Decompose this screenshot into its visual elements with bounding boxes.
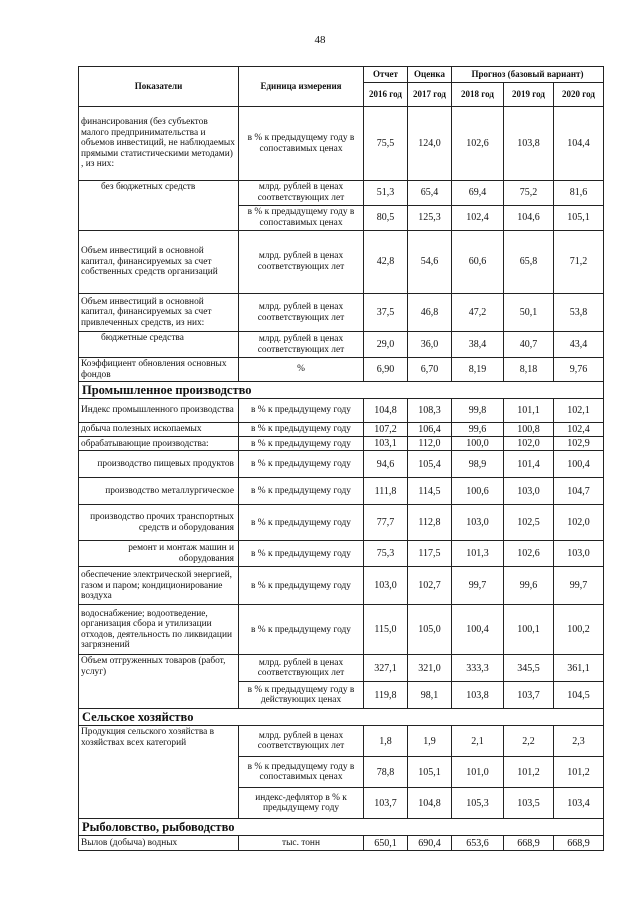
indicator-cell: Объем инвестиций в основной капитал, финансируемых за счет привлеченных средств, из них: [79, 294, 239, 332]
value-cell: 75,3 [364, 541, 408, 567]
value-cell: 103,4 [554, 788, 604, 819]
value-cell: 112,8 [408, 505, 452, 541]
indicator-cell: бюджетные средства [79, 332, 239, 358]
value-cell: 100,2 [554, 605, 604, 655]
value-cell: 99,7 [452, 567, 504, 605]
value-cell: 77,7 [364, 505, 408, 541]
value-cell: 65,8 [504, 231, 554, 294]
unit-cell: в % к предыдущему году [239, 399, 364, 423]
value-cell: 100,0 [452, 437, 504, 451]
table-row [79, 358, 604, 382]
value-cell: 29,0 [364, 332, 408, 358]
unit-cell: в % к предыдущему году в сопоставимых ценах [239, 757, 364, 788]
value-cell: 104,7 [554, 478, 604, 505]
header-forecast: Прогноз (базовый вариант) [452, 67, 604, 83]
table-row [79, 107, 604, 181]
value-cell: 104,8 [364, 399, 408, 423]
indicator-cell: Индекс промышленного производства [79, 399, 239, 423]
table-row [79, 505, 604, 541]
table-row [79, 231, 604, 294]
value-cell: 8,19 [452, 358, 504, 382]
value-cell: 668,9 [554, 836, 604, 851]
unit-cell: млрд. рублей в ценах соответствующих лет [239, 655, 364, 682]
value-cell: 50,1 [504, 294, 554, 332]
table-row [79, 655, 604, 682]
value-cell: 653,6 [452, 836, 504, 851]
value-cell: 103,5 [504, 788, 554, 819]
value-cell: 105,1 [408, 757, 452, 788]
value-cell: 102,0 [504, 437, 554, 451]
value-cell: 103,0 [364, 567, 408, 605]
unit-cell: млрд. рублей в ценах соответствующих лет [239, 726, 364, 757]
value-cell: 104,5 [554, 682, 604, 709]
value-cell: 38,4 [452, 332, 504, 358]
indicators-table [78, 66, 604, 851]
unit-cell: в % к предыдущему году [239, 451, 364, 478]
value-cell: 101,2 [504, 757, 554, 788]
header-year: 2019 год [504, 83, 554, 107]
value-cell: 119,8 [364, 682, 408, 709]
value-cell: 51,3 [364, 181, 408, 206]
value-cell: 333,3 [452, 655, 504, 682]
value-cell: 99,6 [452, 423, 504, 437]
value-cell: 101,4 [504, 451, 554, 478]
section-row [79, 382, 604, 399]
page-number: 48 [314, 34, 326, 46]
value-cell: 102,4 [452, 206, 504, 231]
value-cell: 112,0 [408, 437, 452, 451]
value-cell: 103,7 [364, 788, 408, 819]
unit-cell: % [239, 358, 364, 382]
indicator-cell: обеспечение электрической энергией, газом и паром; кондиционирование воздуха [79, 567, 239, 605]
value-cell: 102,4 [554, 423, 604, 437]
header-year: 2017 год [408, 83, 452, 107]
table-row [79, 451, 604, 478]
value-cell: 40,7 [504, 332, 554, 358]
unit-cell: в % к предыдущему году [239, 567, 364, 605]
table-row [79, 423, 604, 437]
value-cell: 75,2 [504, 181, 554, 206]
value-cell: 103,0 [452, 505, 504, 541]
value-cell: 2,3 [554, 726, 604, 757]
value-cell: 53,8 [554, 294, 604, 332]
value-cell: 104,6 [504, 206, 554, 231]
value-cell: 9,76 [554, 358, 604, 382]
unit-cell: млрд. рублей в ценах соответствующих лет [239, 332, 364, 358]
value-cell: 103,0 [504, 478, 554, 505]
indicator-cell: производство прочих транспортных средств и оборудования [79, 505, 239, 541]
value-cell: 104,4 [554, 107, 604, 181]
unit-cell: в % к предыдущему году [239, 605, 364, 655]
table-row [79, 332, 604, 358]
value-cell: 100,4 [452, 605, 504, 655]
unit-cell: индекс-дефлятор в % к предыдущему году [239, 788, 364, 819]
value-cell: 345,5 [504, 655, 554, 682]
table-row [79, 726, 604, 757]
value-cell: 114,5 [408, 478, 452, 505]
value-cell: 106,4 [408, 423, 452, 437]
indicator-cell: Вылов (добыча) водных [79, 836, 239, 851]
table-row [79, 567, 604, 605]
value-cell: 102,6 [504, 541, 554, 567]
value-cell: 668,9 [504, 836, 554, 851]
value-cell: 105,1 [554, 206, 604, 231]
table-row [79, 836, 604, 851]
value-cell: 100,8 [504, 423, 554, 437]
value-cell: 111,8 [364, 478, 408, 505]
value-cell: 101,1 [504, 399, 554, 423]
table-row [79, 541, 604, 567]
value-cell: 54,6 [408, 231, 452, 294]
value-cell: 103,0 [554, 541, 604, 567]
value-cell: 327,1 [364, 655, 408, 682]
value-cell: 115,0 [364, 605, 408, 655]
value-cell: 81,6 [554, 181, 604, 206]
value-cell: 124,0 [408, 107, 452, 181]
unit-cell: в % к предыдущему году в сопоставимых ценах [239, 107, 364, 181]
value-cell: 102,6 [452, 107, 504, 181]
value-cell: 100,6 [452, 478, 504, 505]
value-cell: 102,5 [504, 505, 554, 541]
table-row [79, 294, 604, 332]
value-cell: 47,2 [452, 294, 504, 332]
value-cell: 321,0 [408, 655, 452, 682]
value-cell: 1,9 [408, 726, 452, 757]
value-cell: 102,1 [554, 399, 604, 423]
unit-cell: млрд. рублей в ценах соответствующих лет [239, 294, 364, 332]
value-cell: 125,3 [408, 206, 452, 231]
value-cell: 104,8 [408, 788, 452, 819]
value-cell: 690,4 [408, 836, 452, 851]
unit-cell: в % к предыдущему году [239, 541, 364, 567]
indicator-cell: производство металлургическое [79, 478, 239, 505]
value-cell: 103,8 [452, 682, 504, 709]
value-cell: 1,8 [364, 726, 408, 757]
value-cell: 2,1 [452, 726, 504, 757]
value-cell: 107,2 [364, 423, 408, 437]
indicator-cell: Продукция сельского хозяйства в хозяйствах всех категорий [79, 726, 239, 819]
value-cell: 108,3 [408, 399, 452, 423]
section-title: Сельское хозяйство [79, 709, 604, 726]
value-cell: 6,70 [408, 358, 452, 382]
value-cell: 103,8 [504, 107, 554, 181]
value-cell: 100,4 [554, 451, 604, 478]
indicator-cell: водоснабжение; водоотведение, организация сбора и утилизации отходов, деятельность по ликвидации загрязнений [79, 605, 239, 655]
value-cell: 65,4 [408, 181, 452, 206]
section-row [79, 709, 604, 726]
value-cell: 105,4 [408, 451, 452, 478]
indicator-cell: финансирования (без субъектов малого предпринимательства и объемов инвестиций, не наблюдаемых прямыми статистическими методами) , из них: [79, 107, 239, 181]
header-indicators: Показатели [79, 67, 239, 107]
value-cell: 80,5 [364, 206, 408, 231]
value-cell: 69,4 [452, 181, 504, 206]
table-row [79, 181, 604, 206]
value-cell: 117,5 [408, 541, 452, 567]
table-row [79, 605, 604, 655]
indicator-cell: обрабатывающие производства: [79, 437, 239, 451]
value-cell: 105,3 [452, 788, 504, 819]
value-cell: 99,7 [554, 567, 604, 605]
value-cell: 98,9 [452, 451, 504, 478]
value-cell: 42,8 [364, 231, 408, 294]
value-cell: 102,9 [554, 437, 604, 451]
header-year: 2020 год [554, 83, 604, 107]
value-cell: 99,8 [452, 399, 504, 423]
unit-cell: млрд. рублей в ценах соответствующих лет [239, 231, 364, 294]
value-cell: 36,0 [408, 332, 452, 358]
value-cell: 78,8 [364, 757, 408, 788]
unit-cell: в % к предыдущему году [239, 505, 364, 541]
value-cell: 94,6 [364, 451, 408, 478]
value-cell: 99,6 [504, 567, 554, 605]
table-row [79, 478, 604, 505]
unit-cell: в % к предыдущему году в сопоставимых ценах [239, 206, 364, 231]
value-cell: 46,8 [408, 294, 452, 332]
value-cell: 103,7 [504, 682, 554, 709]
value-cell: 102,0 [554, 505, 604, 541]
value-cell: 105,0 [408, 605, 452, 655]
table-row [79, 437, 604, 451]
value-cell: 361,1 [554, 655, 604, 682]
indicator-cell: Коэффициент обновления основных фондов [79, 358, 239, 382]
value-cell: 103,1 [364, 437, 408, 451]
unit-cell: в % к предыдущему году в действующих ценах [239, 682, 364, 709]
indicator-cell: добыча полезных ископаемых [79, 423, 239, 437]
section-title: Промышленное производство [79, 382, 604, 399]
unit-cell: тыс. тонн [239, 836, 364, 851]
indicator-cell: Объем инвестиций в основной капитал, финансируемых за счет собственных средств организаций [79, 231, 239, 294]
value-cell: 6,90 [364, 358, 408, 382]
unit-cell: в % к предыдущему году [239, 423, 364, 437]
unit-cell: млрд. рублей в ценах соответствующих лет [239, 181, 364, 206]
value-cell: 43,4 [554, 332, 604, 358]
value-cell: 8,18 [504, 358, 554, 382]
indicator-cell: производство пищевых продуктов [79, 451, 239, 478]
indicator-cell: без бюджетных средств [79, 181, 239, 231]
header-estimate: Оценка [408, 67, 452, 83]
header-year: 2016 год [364, 83, 408, 107]
value-cell: 101,2 [554, 757, 604, 788]
value-cell: 71,2 [554, 231, 604, 294]
indicator-cell: Объем отгруженных товаров (работ, услуг) [79, 655, 239, 709]
value-cell: 60,6 [452, 231, 504, 294]
value-cell: 650,1 [364, 836, 408, 851]
unit-cell: в % к предыдущему году [239, 437, 364, 451]
header-unit: Единица измерения [239, 67, 364, 107]
header-report: Отчет [364, 67, 408, 83]
value-cell: 101,0 [452, 757, 504, 788]
value-cell: 100,1 [504, 605, 554, 655]
value-cell: 101,3 [452, 541, 504, 567]
section-title: Рыболовство, рыбоводство [79, 819, 604, 836]
section-row [79, 819, 604, 836]
unit-cell: в % к предыдущему году [239, 478, 364, 505]
value-cell: 75,5 [364, 107, 408, 181]
value-cell: 98,1 [408, 682, 452, 709]
value-cell: 2,2 [504, 726, 554, 757]
value-cell: 102,7 [408, 567, 452, 605]
indicator-cell: ремонт и монтаж машин и оборудования [79, 541, 239, 567]
header-year: 2018 год [452, 83, 504, 107]
value-cell: 37,5 [364, 294, 408, 332]
table-row [79, 399, 604, 423]
